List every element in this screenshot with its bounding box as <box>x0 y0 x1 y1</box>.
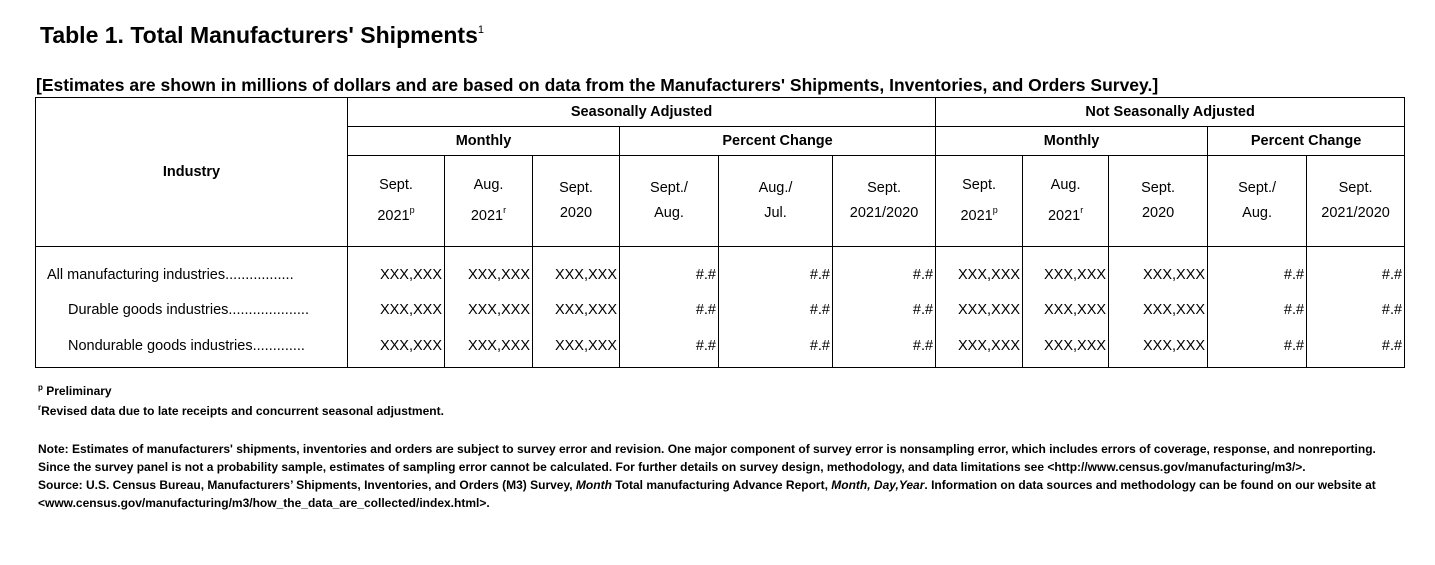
footnote-preliminary <box>38 383 112 398</box>
column-header-line1: Sept. <box>962 177 996 193</box>
column-header <box>348 156 445 247</box>
column-header <box>533 156 620 247</box>
table-cell: XXX,XXX <box>533 327 620 368</box>
table-cell: XXX,XXX <box>533 247 620 293</box>
table-cell: XXX,XXX <box>445 292 533 327</box>
row-label: Nondurable goods industries............. <box>36 327 348 368</box>
shipments-table <box>35 97 1405 368</box>
industry-header: Industry <box>36 98 348 247</box>
group-header-seasonally-adjusted: Seasonally Adjusted <box>348 98 936 127</box>
table-cell: XXX,XXX <box>936 247 1023 293</box>
table-cell: XXX,XXX <box>348 327 445 368</box>
group-header-not-seasonally-adjusted: Not Seasonally Adjusted <box>936 98 1405 127</box>
column-header <box>1109 156 1208 247</box>
column-header <box>445 156 533 247</box>
column-header <box>719 156 833 247</box>
column-header-line2: 2021 <box>960 208 993 224</box>
table-cell: XXX,XXX <box>1023 292 1109 327</box>
column-header <box>936 156 1023 247</box>
table-cell: #.# <box>719 292 833 327</box>
subgroup-header-sa-monthly: Monthly <box>348 127 620 156</box>
column-header-line2: 2021 <box>470 208 504 224</box>
source-date: Month, Day,Year <box>831 478 925 492</box>
footnote-revised-text: Revised data due to late receipts and concurrent seasonal adjustment. <box>41 404 444 418</box>
table-cell: XXX,XXX <box>1109 247 1208 293</box>
column-header-line1: Aug. <box>473 177 504 193</box>
table-cell: #.# <box>719 327 833 368</box>
source-paragraph <box>38 476 1398 512</box>
column-header-line1: Sept. <box>559 180 593 196</box>
table-cell: #.# <box>1208 247 1307 293</box>
column-header <box>620 156 719 247</box>
table-subtitle: [Estimates are shown in millions of dollars and are based on data from the Manufacturers' Shipments, Inventories, and Orders Survey.] <box>36 75 1159 95</box>
table-row <box>36 327 1405 368</box>
row-label: All manufacturing industries................. <box>36 247 348 293</box>
table-cell: #.# <box>620 327 719 368</box>
source-prefix: Source: U.S. Census Bureau, Manufacturers’ Shipments, Inventories, and Orders (M3) Survey, <box>38 478 576 492</box>
table-cell: #.# <box>620 292 719 327</box>
table-cell: XXX,XXX <box>348 247 445 293</box>
column-header-line1: Sept. <box>1141 180 1175 196</box>
footnote-preliminary-text: Preliminary <box>46 384 112 398</box>
column-header-footnote-marker: r <box>503 205 507 215</box>
table-cell: XXX,XXX <box>1023 327 1109 368</box>
footnote-preliminary-marker: p <box>38 383 43 392</box>
column-header-line1: Sept./ <box>1238 180 1277 196</box>
column-header-line1: Sept. <box>379 177 413 193</box>
table-row <box>36 247 1405 293</box>
column-header-line2: 2020 <box>1141 205 1175 221</box>
table-cell: XXX,XXX <box>936 292 1023 327</box>
column-header <box>1023 156 1109 247</box>
source-month: Month <box>575 478 612 492</box>
column-header-line1: Aug./ <box>758 180 793 196</box>
table-cell: XXX,XXX <box>445 327 533 368</box>
table-cell: #.# <box>1208 292 1307 327</box>
subgroup-header-nsa-monthly: Monthly <box>936 127 1208 156</box>
notes-section <box>38 440 1398 512</box>
column-header-line2: 2021/2020 <box>1321 205 1390 221</box>
source-mid: Total manufacturing Advance Report, <box>611 478 832 492</box>
table-cell: #.# <box>1208 327 1307 368</box>
table-cell: XXX,XXX <box>936 327 1023 368</box>
column-header <box>833 156 936 247</box>
table-cell: XXX,XXX <box>445 247 533 293</box>
column-header-line2: Aug. <box>1242 205 1272 221</box>
table-cell: #.# <box>833 292 936 327</box>
table-cell: #.# <box>1307 247 1405 293</box>
table-title-text: Table 1. Total Manufacturers' Shipments <box>40 22 478 48</box>
column-header-line1: Sept./ <box>650 180 688 196</box>
column-header-line2: Aug. <box>654 205 684 221</box>
column-header-footnote-marker: p <box>409 205 415 215</box>
table-cell: #.# <box>833 327 936 368</box>
column-header-footnote-marker: p <box>992 205 998 215</box>
table-cell: XXX,XXX <box>1109 292 1208 327</box>
subgroup-header-sa-percent-change: Percent Change <box>620 127 936 156</box>
footnote-revised <box>38 403 444 418</box>
column-header-footnote-marker: r <box>1080 205 1084 215</box>
table-cell: #.# <box>620 247 719 293</box>
table-cell: XXX,XXX <box>348 292 445 327</box>
table-cell: #.# <box>833 247 936 293</box>
title-footnote-marker: 1 <box>477 24 484 36</box>
table-cell: #.# <box>719 247 833 293</box>
column-header-line1: Aug. <box>1050 177 1081 193</box>
subgroup-header-nsa-percent-change: Percent Change <box>1208 127 1405 156</box>
source-suffix: . Information on data sources and methodology can be found on our website at <www.census.gov/manufacturing/m3/how_the_data_are_collected/index.html>. <box>38 478 1376 510</box>
column-header <box>1307 156 1405 247</box>
table-title <box>40 22 484 49</box>
table-cell: XXX,XXX <box>1109 327 1208 368</box>
table-cell: XXX,XXX <box>533 292 620 327</box>
footnote-revised-marker: r <box>38 403 42 412</box>
column-header-line1: Sept. <box>867 180 901 196</box>
column-header-line2: Jul. <box>764 205 787 221</box>
column-header <box>1208 156 1307 247</box>
table-cell: #.# <box>1307 327 1405 368</box>
table-row <box>36 292 1405 327</box>
column-header-line2: 2021 <box>377 208 410 224</box>
column-header-line2: 2020 <box>559 205 593 221</box>
column-header-line2: 2021 <box>1047 208 1081 224</box>
table-cell: XXX,XXX <box>1023 247 1109 293</box>
column-header-line1: Sept. <box>1338 180 1373 196</box>
column-header-line2: 2021/2020 <box>849 205 919 221</box>
note-paragraph: Note: Estimates of manufacturers' shipments, inventories and orders are subject to survey error and revision. One major component of survey error is nonsampling error, which includes errors of coverage, response, and nonreporting. Since the survey panel is not a probability sample, estimates of sampling error cannot be calculated. For further details on survey design, methodology, and data limitations see <http://www.census.gov/manufacturing/m3/>. <box>38 442 1376 474</box>
table-cell: #.# <box>1307 292 1405 327</box>
row-label: Durable goods industries.................... <box>36 292 348 327</box>
